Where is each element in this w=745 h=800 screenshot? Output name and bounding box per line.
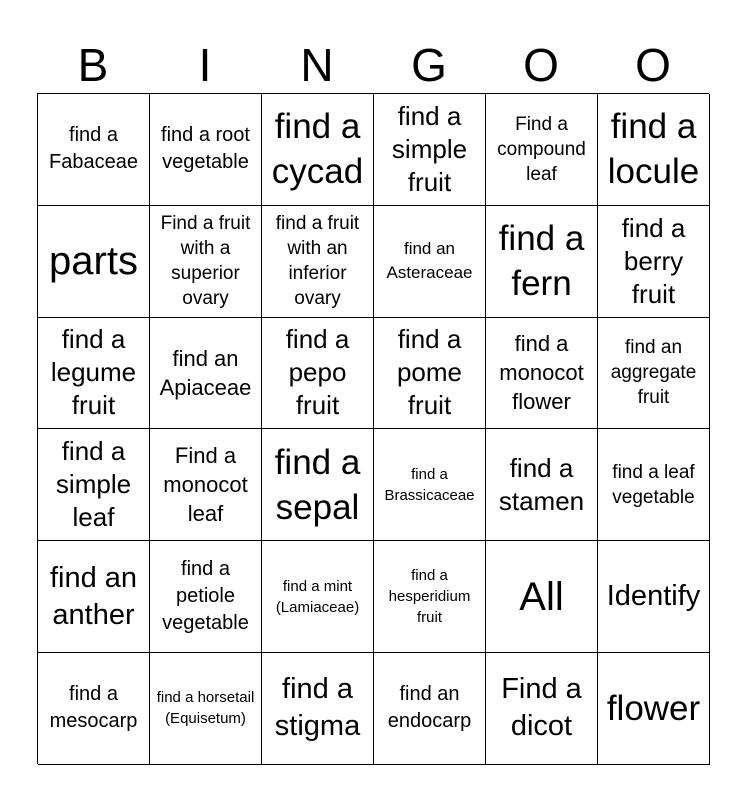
header-letter-g: G	[411, 39, 447, 91]
bingo-card-grid	[37, 93, 709, 764]
bingo-cell-text: find a pome fruit	[396, 324, 463, 421]
bingo-cell-r6-c4[interactable]	[374, 653, 486, 765]
bingo-cell-r4-c4[interactable]	[374, 429, 486, 541]
bingo-cell-text: find an aggregate fruit	[610, 337, 697, 409]
bingo-cell-text: find a locule	[607, 107, 700, 192]
bingo-cell-text: find a monocot flower	[499, 331, 584, 415]
bingo-cell-r4-c6[interactable]	[598, 429, 710, 541]
bingo-cell-r1-c6[interactable]	[598, 94, 710, 206]
header-letter-b: B	[77, 39, 109, 91]
header-letter-o: O	[523, 39, 559, 91]
bingo-header	[37, 36, 709, 94]
bingo-cell-text: find an Asteraceae	[386, 239, 473, 283]
bingo-cell-r4-c3[interactable]	[262, 429, 374, 541]
bingo-cell-text: find a simple leaf	[55, 436, 132, 533]
bingo-cell-r2-c2[interactable]	[150, 206, 262, 318]
bingo-cell-text: find a stamen	[498, 452, 585, 516]
bingo-cell-r2-c1[interactable]	[38, 206, 150, 318]
bingo-cell-text: find a horsetail (Equisetum)	[156, 689, 255, 728]
bingo-cell-r4-c2[interactable]	[150, 429, 262, 541]
bingo-cell-r6-c2[interactable]	[150, 653, 262, 765]
bingo-cell-text: find a legume fruit	[50, 324, 137, 421]
bingo-cell-r4-c5[interactable]	[486, 429, 598, 541]
bingo-cell-text: find a hesperidium fruit	[388, 567, 471, 627]
bingo-cell-r2-c3[interactable]	[262, 206, 374, 318]
bingo-cell-text: find a mint (Lamiaceae)	[275, 577, 360, 616]
bingo-cell-r5-c5[interactable]	[486, 541, 598, 653]
bingo-cell-r3-c3[interactable]	[262, 318, 374, 430]
bingo-cell-text: find a sepal	[274, 442, 361, 527]
bingo-cell-text: find a simple fruit	[391, 100, 468, 197]
bingo-cell-r3-c4[interactable]	[374, 318, 486, 430]
bingo-cell-r5-c4[interactable]	[374, 541, 486, 653]
header-letter-n: N	[300, 39, 334, 91]
bingo-cell-r5-c1[interactable]	[38, 541, 150, 653]
bingo-cell-r1-c5[interactable]	[486, 94, 598, 206]
bingo-cell-text: find an Apiaceae	[159, 345, 252, 400]
bingo-cell-text: find a mesocarp	[49, 683, 138, 733]
bingo-cell-r1-c4[interactable]	[374, 94, 486, 206]
bingo-cell-r1-c3[interactable]	[262, 94, 374, 206]
bingo-cell-r3-c6[interactable]	[598, 318, 710, 430]
bingo-cell-text: flower	[606, 688, 701, 728]
bingo-cell-r4-c1[interactable]	[38, 429, 150, 541]
bingo-cell-r1-c1[interactable]	[38, 94, 150, 206]
bingo-cell-text: find a stigma	[274, 673, 361, 743]
bingo-cell-r3-c5[interactable]	[486, 318, 598, 430]
bingo-cell-text: find a fruit with an inferior ovary	[275, 213, 360, 310]
bingo-cell-text: parts	[49, 239, 138, 284]
bingo-cell-text: Find a monocot leaf	[163, 443, 248, 527]
bingo-cell-text: find a pepo fruit	[285, 324, 350, 421]
bingo-cell-text: find a petiole vegetable	[162, 558, 249, 635]
bingo-cell-r6-c6[interactable]	[598, 653, 710, 765]
bingo-cell-r5-c2[interactable]	[150, 541, 262, 653]
bingo-cell-text: find an endocarp	[387, 683, 472, 733]
bingo-cell-r6-c5[interactable]	[486, 653, 598, 765]
bingo-cell-r5-c3[interactable]	[262, 541, 374, 653]
bingo-cell-text: find a Brassicaceae	[384, 465, 475, 504]
bingo-cell-text: find a fern	[498, 219, 585, 304]
bingo-cell-text: find an anther	[49, 561, 138, 631]
bingo-cell-r3-c1[interactable]	[38, 318, 150, 430]
bingo-cell-text: find a cycad	[271, 107, 364, 192]
bingo-cell-text: Find a fruit with a superior ovary	[160, 213, 251, 310]
header-letter-o-2: O	[635, 39, 671, 91]
bingo-cell-text: find a Fabaceae	[49, 124, 138, 174]
bingo-cell-text: Find a compound leaf	[497, 113, 586, 185]
bingo-cell-text: All	[519, 574, 564, 619]
bingo-cell-r2-c6[interactable]	[598, 206, 710, 318]
bingo-cell-text: find a root vegetable	[161, 124, 250, 174]
bingo-cell-text: find a leaf vegetable	[612, 461, 695, 508]
bingo-cell-text: Identify	[606, 580, 701, 613]
bingo-cell-text: find a berry fruit	[621, 212, 686, 309]
bingo-cell-r5-c6[interactable]	[598, 541, 710, 653]
bingo-cell-text: Find a dicot	[501, 673, 582, 743]
bingo-cell-r3-c2[interactable]	[150, 318, 262, 430]
bingo-cell-r6-c1[interactable]	[38, 653, 150, 765]
bingo-cell-r2-c5[interactable]	[486, 206, 598, 318]
header-letter-i: I	[198, 39, 212, 91]
bingo-cell-r2-c4[interactable]	[374, 206, 486, 318]
bingo-cell-r6-c3[interactable]	[262, 653, 374, 765]
bingo-cell-r1-c2[interactable]	[150, 94, 262, 206]
